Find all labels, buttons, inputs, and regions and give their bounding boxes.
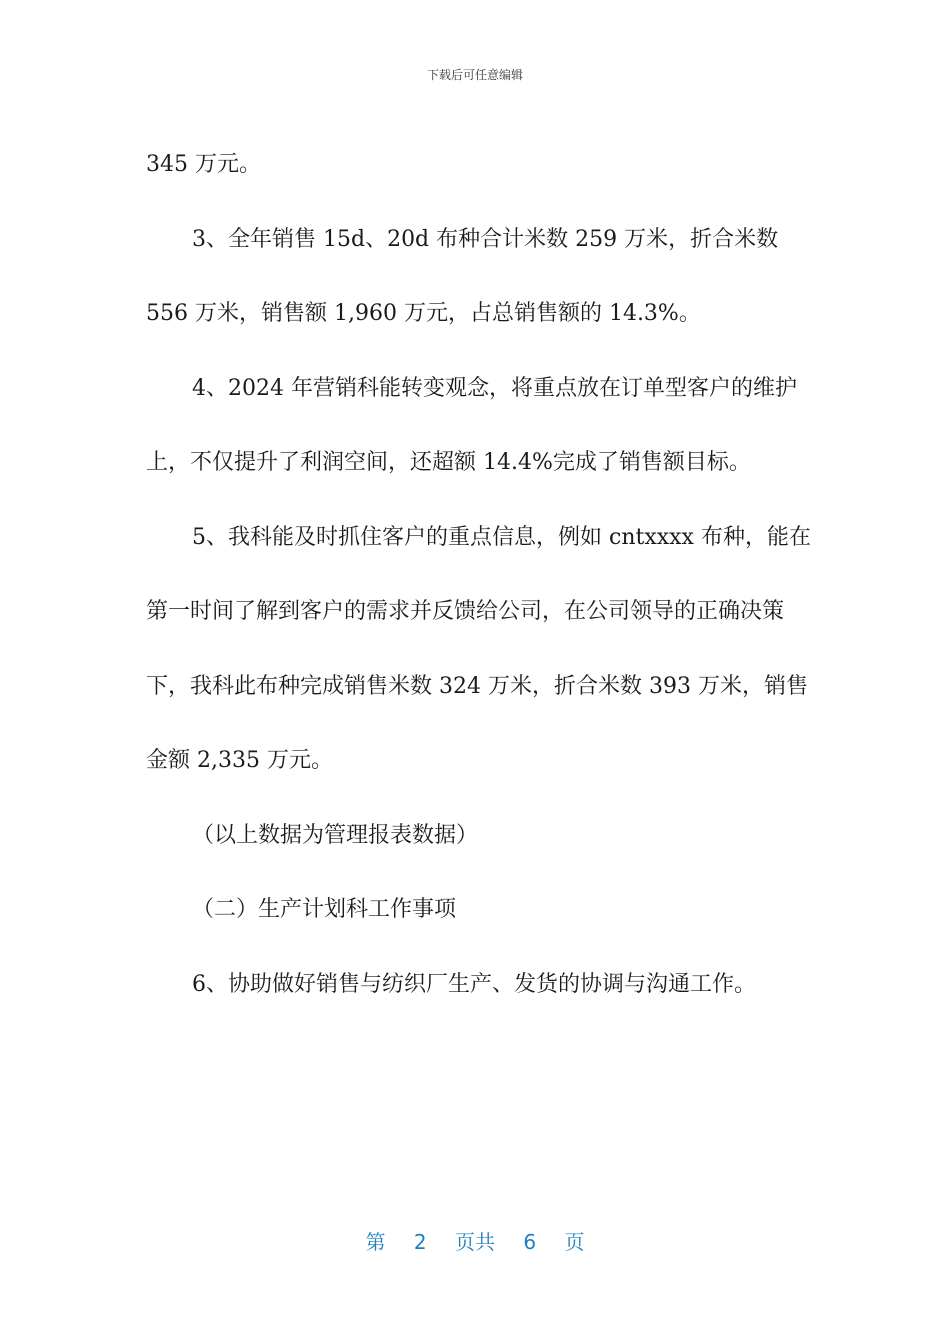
paragraph-item-3: 3、全年销售 15d、20d 布种合计米数 259 万米，折合米数 556 万米，销售额 1,960 万元，占总销售额的 14.3%。: [146, 226, 779, 326]
paragraph-item-5: 5、我科能及时抓住客户的重点信息，例如 cntxxxx 布种，能在第一时间了解到客户的需求并反馈给公司，在公司领导的正确决策下，我科此布种完成销售米数 324 万米，折合米数 393 万米，销售金额 2,335 万元。: [146, 524, 811, 773]
paragraph-item-6: 6、协助做好销售与纺织厂生产、发货的协调与沟通工作。: [192, 971, 756, 997]
footer-prefix: 第: [365, 1230, 386, 1254]
footer-total-pages: 6: [523, 1230, 537, 1254]
section-heading-production: （二）生产计划科工作事项: [192, 897, 457, 922]
page-footer: [0, 1226, 950, 1255]
page-header: 下载后可任意编辑: [426, 68, 523, 82]
paragraph-item-4: 4、2024 年营销科能转变观念，将重点放在订单型客户的维护上，不仅提升了利润空间，还超额 14.4%完成了销售额目标。: [146, 375, 797, 475]
footer-suffix: 页: [564, 1230, 585, 1254]
footer-current-page: 2: [413, 1230, 427, 1254]
paragraph-continuation: 345 万元。: [146, 152, 261, 177]
document-body: [146, 128, 816, 1022]
footer-middle: 页共: [455, 1230, 495, 1254]
paragraph-data-note: （以上数据为管理报表数据）: [192, 822, 479, 848]
